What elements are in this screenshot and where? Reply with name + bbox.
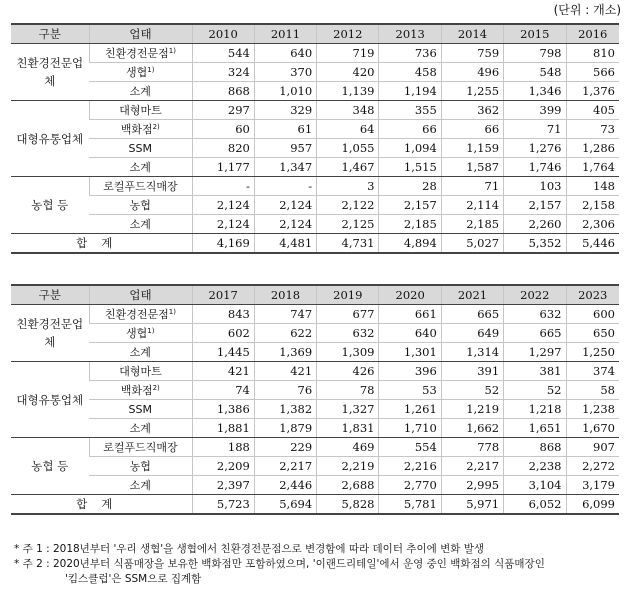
category-cell: 농협 등: [11, 438, 89, 495]
table-row: [11, 63, 619, 82]
total-value-cell: 5,446: [566, 234, 619, 254]
value-cell: 602: [192, 324, 254, 343]
total-value-cell: 4,731: [317, 234, 379, 254]
value-cell: 665: [504, 324, 566, 343]
column-header: 2018: [254, 285, 316, 305]
category-cell: 대형유통업체: [11, 362, 89, 438]
value-cell: 632: [317, 324, 379, 343]
business-type-cell: [89, 324, 192, 343]
business-type-cell: [89, 158, 192, 177]
value-cell: 1,515: [379, 158, 441, 177]
business-type-cell: [89, 438, 192, 457]
value-cell: -: [192, 177, 254, 196]
value-cell: 843: [192, 305, 254, 324]
column-header: 2016: [566, 24, 619, 44]
value-cell: 2,114: [441, 196, 503, 215]
business-type-label: 로컬푸드직매장: [103, 440, 178, 454]
business-type-cell: [89, 63, 192, 82]
value-cell: 1,881: [192, 419, 254, 438]
table-row: [11, 457, 619, 476]
value-cell: 649: [441, 324, 503, 343]
value-cell: 71: [441, 177, 503, 196]
value-cell: 622: [254, 324, 316, 343]
value-cell: 1,219: [441, 400, 503, 419]
business-type-cell: [89, 381, 192, 400]
value-cell: 2,185: [379, 215, 441, 234]
value-cell: 74: [192, 381, 254, 400]
value-cell: 1,276: [504, 139, 566, 158]
value-cell: 1,662: [441, 419, 503, 438]
value-cell: 399: [504, 101, 566, 120]
footnote-marker: 1): [147, 65, 155, 74]
value-cell: 661: [379, 305, 441, 324]
value-cell: 2,260: [504, 215, 566, 234]
table-row: [11, 438, 619, 457]
business-type-label: 백화점: [120, 122, 153, 136]
business-type-cell: [89, 419, 192, 438]
column-header: 2022: [504, 285, 566, 305]
business-type-cell: [89, 177, 192, 196]
value-cell: 798: [504, 44, 566, 63]
business-type-label: SSM: [128, 402, 152, 416]
business-type-label: SSM: [128, 141, 152, 155]
total-label: 합계: [11, 234, 192, 254]
stats-table-2017-2023: [11, 284, 619, 515]
footnote-2: * 주 2 : 2020년부터 식품매장을 보유한 백화점만 포함하였으며, '이랜드리테일'에서 운영 중인 백화점의 식품매장인: [14, 558, 545, 570]
value-cell: 548: [504, 63, 566, 82]
value-cell: 370: [254, 63, 316, 82]
column-header: 2019: [317, 285, 379, 305]
table-row: [11, 400, 619, 419]
value-cell: 1,879: [254, 419, 316, 438]
total-value-cell: 4,481: [254, 234, 316, 254]
business-type-label: 소계: [129, 217, 151, 231]
value-cell: 324: [192, 63, 254, 82]
business-type-label: 백화점: [120, 383, 153, 397]
value-cell: 71: [504, 120, 566, 139]
value-cell: 2,397: [192, 476, 254, 495]
value-cell: 566: [566, 63, 619, 82]
table-row: [11, 177, 619, 196]
total-row: [11, 234, 619, 254]
value-cell: 1,010: [254, 82, 316, 101]
value-cell: 632: [504, 305, 566, 324]
column-header: 2011: [254, 24, 316, 44]
value-cell: 61: [254, 120, 316, 139]
total-value-cell: 6,099: [566, 495, 619, 515]
total-value-cell: 5,027: [441, 234, 503, 254]
table-row: [11, 44, 619, 63]
value-cell: 2,158: [566, 196, 619, 215]
value-cell: 1,177: [192, 158, 254, 177]
header-row: [11, 285, 619, 305]
table-row: [11, 120, 619, 139]
column-header: 2020: [379, 285, 441, 305]
footnote-marker: 1): [147, 326, 155, 335]
business-type-cell: [89, 457, 192, 476]
total-row: [11, 495, 619, 515]
column-header: 2013: [379, 24, 441, 44]
business-type-label: 대형마트: [119, 364, 162, 378]
value-cell: 1,194: [379, 82, 441, 101]
value-cell: 52: [504, 381, 566, 400]
business-type-label: 소계: [129, 84, 151, 98]
value-cell: 1,286: [566, 139, 619, 158]
value-cell: 1,250: [566, 343, 619, 362]
business-type-label: 친환경전문점: [105, 307, 169, 321]
business-type-label: 소계: [129, 421, 151, 435]
business-type-cell: [89, 476, 192, 495]
value-cell: 391: [441, 362, 503, 381]
footnotes: [14, 542, 624, 587]
value-cell: 426: [317, 362, 379, 381]
value-cell: 2,122: [317, 196, 379, 215]
column-header: 2017: [192, 285, 254, 305]
value-cell: 1,346: [504, 82, 566, 101]
value-cell: 28: [379, 177, 441, 196]
value-cell: 1,746: [504, 158, 566, 177]
column-header: 2012: [317, 24, 379, 44]
value-cell: 420: [317, 63, 379, 82]
business-type-label: 생협: [126, 326, 148, 340]
header-row: [11, 24, 619, 44]
table-body: [11, 24, 619, 253]
value-cell: 52: [441, 381, 503, 400]
value-cell: 1,159: [441, 139, 503, 158]
value-cell: 810: [566, 44, 619, 63]
value-cell: 2,124: [192, 215, 254, 234]
business-type-label: 소계: [129, 160, 151, 174]
value-cell: -: [254, 177, 316, 196]
value-cell: 103: [504, 177, 566, 196]
table-row: [11, 324, 619, 343]
value-cell: 554: [379, 438, 441, 457]
value-cell: 53: [379, 381, 441, 400]
table-row: [11, 362, 619, 381]
value-cell: 544: [192, 44, 254, 63]
business-type-label: 농협: [129, 459, 151, 473]
value-cell: 60: [192, 120, 254, 139]
value-cell: 2,217: [441, 457, 503, 476]
column-header: 2010: [192, 24, 254, 44]
value-cell: 374: [566, 362, 619, 381]
value-cell: 2,272: [566, 457, 619, 476]
value-cell: 496: [441, 63, 503, 82]
value-cell: 719: [317, 44, 379, 63]
table-body: [11, 285, 619, 514]
value-cell: 1,386: [192, 400, 254, 419]
total-value-cell: 5,694: [254, 495, 316, 515]
value-cell: 2,124: [192, 196, 254, 215]
unit-label: (단위 : 개소): [553, 3, 621, 17]
value-cell: 2,217: [254, 457, 316, 476]
value-cell: 747: [254, 305, 316, 324]
total-value-cell: 4,169: [192, 234, 254, 254]
column-header: 구분: [11, 24, 89, 44]
value-cell: 2,219: [317, 457, 379, 476]
stats-table-2010-2016: [11, 23, 619, 254]
value-cell: 3,104: [504, 476, 566, 495]
value-cell: 1,094: [379, 139, 441, 158]
value-cell: 650: [566, 324, 619, 343]
value-cell: 2,157: [504, 196, 566, 215]
subtotal-row: [11, 215, 619, 234]
business-type-label: 생협: [126, 65, 148, 79]
total-value-cell: 5,723: [192, 495, 254, 515]
value-cell: 188: [192, 438, 254, 457]
value-cell: 73: [566, 120, 619, 139]
value-cell: 1,055: [317, 139, 379, 158]
value-cell: 1,831: [317, 419, 379, 438]
value-cell: 736: [379, 44, 441, 63]
subtotal-row: [11, 476, 619, 495]
value-cell: 148: [566, 177, 619, 196]
business-type-cell: [89, 362, 192, 381]
value-cell: 329: [254, 101, 316, 120]
subtotal-row: [11, 419, 619, 438]
subtotal-row: [11, 343, 619, 362]
table-row: [11, 101, 619, 120]
column-header: 2014: [441, 24, 503, 44]
total-value-cell: 6,052: [504, 495, 566, 515]
footnote-marker: 1): [168, 46, 176, 55]
table-row: [11, 305, 619, 324]
value-cell: 868: [504, 438, 566, 457]
business-type-cell: [89, 120, 192, 139]
value-cell: 1,467: [317, 158, 379, 177]
column-header: 구분: [11, 285, 89, 305]
value-cell: 381: [504, 362, 566, 381]
value-cell: 66: [441, 120, 503, 139]
footnote-marker: 1): [168, 307, 176, 316]
value-cell: 297: [192, 101, 254, 120]
value-cell: 64: [317, 120, 379, 139]
total-label: 합계: [11, 495, 192, 515]
value-cell: 2,446: [254, 476, 316, 495]
subtotal-row: [11, 158, 619, 177]
category-cell: 농협 등: [11, 177, 89, 234]
value-cell: 1,382: [254, 400, 316, 419]
value-cell: 1,445: [192, 343, 254, 362]
value-cell: 820: [192, 139, 254, 158]
value-cell: 1,347: [254, 158, 316, 177]
value-cell: 2,125: [317, 215, 379, 234]
value-cell: 2,238: [504, 457, 566, 476]
business-type-cell: [89, 101, 192, 120]
value-cell: 3,179: [566, 476, 619, 495]
column-header: 2023: [566, 285, 619, 305]
column-header: 업태: [89, 24, 192, 44]
value-cell: 396: [379, 362, 441, 381]
value-cell: 2,688: [317, 476, 379, 495]
total-value-cell: 5,781: [379, 495, 441, 515]
value-cell: 677: [317, 305, 379, 324]
value-cell: 2,209: [192, 457, 254, 476]
value-cell: 1,301: [379, 343, 441, 362]
total-value-cell: 5,352: [504, 234, 566, 254]
value-cell: 421: [254, 362, 316, 381]
value-cell: 665: [441, 305, 503, 324]
value-cell: 355: [379, 101, 441, 120]
business-type-label: 농협: [129, 198, 151, 212]
value-cell: 2,995: [441, 476, 503, 495]
footnote-marker: 2): [152, 383, 160, 392]
value-cell: 1,139: [317, 82, 379, 101]
category-cell: 친환경전문업체: [11, 44, 89, 101]
total-value-cell: 5,828: [317, 495, 379, 515]
value-cell: 907: [566, 438, 619, 457]
value-cell: 1,327: [317, 400, 379, 419]
business-type-cell: [89, 215, 192, 234]
value-cell: 66: [379, 120, 441, 139]
value-cell: 1,238: [566, 400, 619, 419]
value-cell: 405: [566, 101, 619, 120]
category-cell: 대형유통업체: [11, 101, 89, 177]
value-cell: 3: [317, 177, 379, 196]
value-cell: 868: [192, 82, 254, 101]
value-cell: 2,185: [441, 215, 503, 234]
value-cell: 778: [441, 438, 503, 457]
value-cell: 1,218: [504, 400, 566, 419]
value-cell: 76: [254, 381, 316, 400]
business-type-label: 대형마트: [119, 103, 162, 117]
business-type-cell: [89, 82, 192, 101]
value-cell: 1,376: [566, 82, 619, 101]
business-type-cell: [89, 139, 192, 158]
value-cell: 1,314: [441, 343, 503, 362]
table-row: [11, 381, 619, 400]
category-cell: 친환경전문업체: [11, 305, 89, 362]
business-type-cell: [89, 305, 192, 324]
subtotal-row: [11, 82, 619, 101]
value-cell: 640: [379, 324, 441, 343]
business-type-label: 로컬푸드직매장: [103, 179, 178, 193]
value-cell: 1,261: [379, 400, 441, 419]
footnote-marker: 2): [152, 122, 160, 131]
value-cell: 2,306: [566, 215, 619, 234]
value-cell: 2,157: [379, 196, 441, 215]
footnote-1: * 주 1 : 2018년부터 '우리 생협'을 생협에서 친환경전문점으로 변경함에 따라 데이터 추이에 변화 발생: [14, 543, 484, 555]
value-cell: 78: [317, 381, 379, 400]
value-cell: 600: [566, 305, 619, 324]
value-cell: 229: [254, 438, 316, 457]
value-cell: 1,309: [317, 343, 379, 362]
value-cell: 1,710: [379, 419, 441, 438]
business-type-label: 소계: [129, 345, 151, 359]
table-row: [11, 139, 619, 158]
column-header: 2015: [504, 24, 566, 44]
value-cell: 1,587: [441, 158, 503, 177]
business-type-cell: [89, 400, 192, 419]
column-header: 2021: [441, 285, 503, 305]
value-cell: 1,764: [566, 158, 619, 177]
value-cell: 759: [441, 44, 503, 63]
business-type-cell: [89, 196, 192, 215]
total-value-cell: 4,894: [379, 234, 441, 254]
business-type-label: 친환경전문점: [105, 46, 169, 60]
value-cell: 1,255: [441, 82, 503, 101]
value-cell: 362: [441, 101, 503, 120]
business-type-cell: [89, 343, 192, 362]
value-cell: 469: [317, 438, 379, 457]
value-cell: 1,297: [504, 343, 566, 362]
business-type-cell: [89, 44, 192, 63]
value-cell: 58: [566, 381, 619, 400]
value-cell: 1,369: [254, 343, 316, 362]
total-value-cell: 5,971: [441, 495, 503, 515]
value-cell: 2,124: [254, 215, 316, 234]
column-header: 업태: [89, 285, 192, 305]
value-cell: 1,670: [566, 419, 619, 438]
value-cell: 2,124: [254, 196, 316, 215]
value-cell: 458: [379, 63, 441, 82]
value-cell: 2,770: [379, 476, 441, 495]
value-cell: 640: [254, 44, 316, 63]
footnote-2-continued: '킴스클럽'은 SSM으로 집계함: [65, 573, 202, 585]
value-cell: 2,216: [379, 457, 441, 476]
value-cell: 348: [317, 101, 379, 120]
table-row: [11, 196, 619, 215]
business-type-label: 소계: [129, 478, 151, 492]
value-cell: 421: [192, 362, 254, 381]
value-cell: 957: [254, 139, 316, 158]
value-cell: 1,651: [504, 419, 566, 438]
